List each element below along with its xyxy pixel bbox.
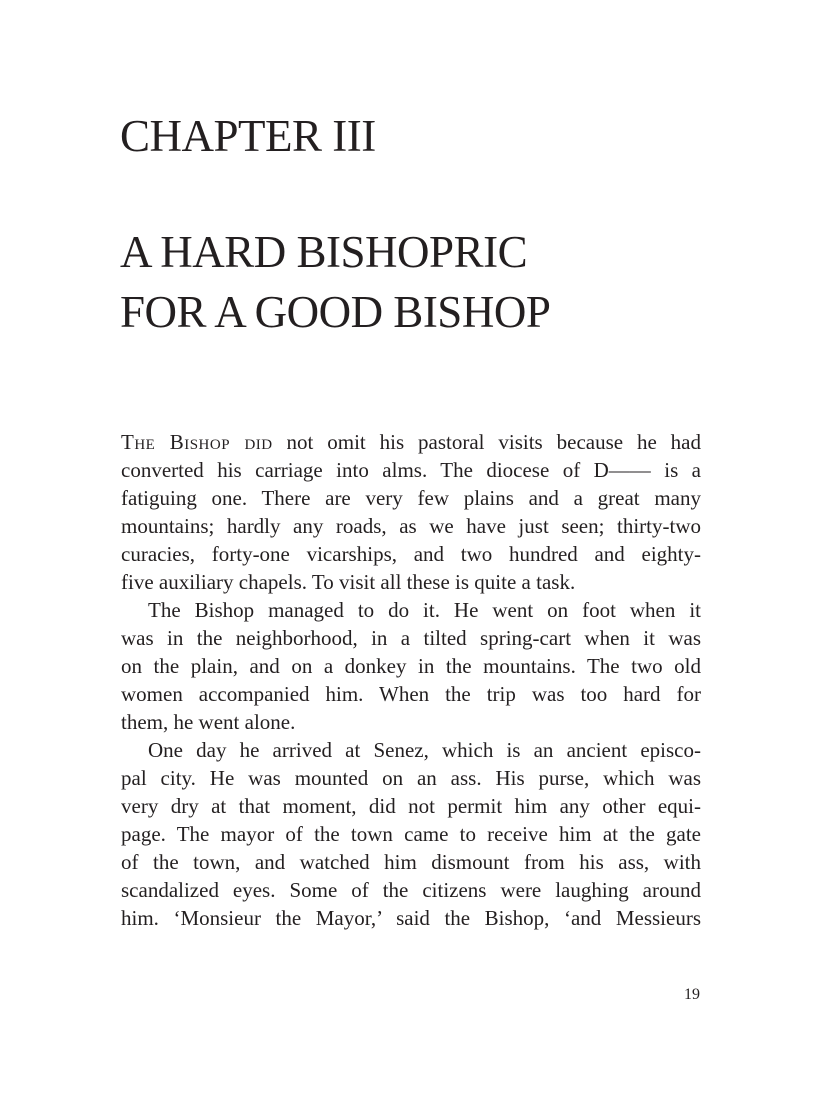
body-text	[121, 428, 701, 932]
text-line: very dry at that moment, did not permit him any other equi-	[121, 794, 701, 818]
chapter-title-line: FOR A GOOD BISHOP	[120, 287, 551, 337]
text-line: scandalized eyes. Some of the citizens were laughing around	[121, 878, 701, 902]
text-line: them, he went alone.	[121, 710, 296, 734]
text-line: fatiguing one. There are very few plains and a great many	[121, 486, 701, 510]
chapter-title	[120, 222, 550, 342]
chapter-title-line: A HARD BISHOPRIC	[120, 227, 528, 277]
text-line: on the plain, and on a donkey in the mountains. The two old	[121, 654, 701, 678]
text-line: five auxiliary chapels. To visit all these is quite a task.	[121, 570, 576, 594]
text-line: pal city. He was mounted on an ass. His purse, which was	[121, 766, 701, 790]
text-line: One day he arrived at Senez, which is an ancient episco-	[148, 738, 701, 762]
text-line: The Bishop managed to do it. He went on foot when it	[148, 598, 701, 622]
text-line: curacies, forty-one vicarships, and two hundred and eighty-	[121, 542, 701, 566]
text-line: of the town, and watched him dismount from his ass, with	[121, 850, 701, 874]
text-line	[121, 428, 701, 456]
chapter-number: CHAPTER III	[120, 111, 376, 161]
text-line: converted his carriage into alms. The diocese of D—— is a	[121, 458, 701, 482]
text-line: was in the neighborhood, in a tilted spring-cart when it was	[121, 626, 701, 650]
text-line: mountains; hardly any roads, as we have just seen; thirty-two	[121, 514, 701, 538]
page-number: 19	[684, 986, 700, 1003]
opening-small-caps: The Bishop did	[121, 430, 273, 454]
text-line-rest: not omit his pastoral visits because he had	[272, 430, 701, 454]
text-line: page. The mayor of the town came to receive him at the gate	[121, 822, 701, 846]
text-line: him. ‘Monsieur the Mayor,’ said the Bishop, ‘and Messieurs	[121, 906, 701, 930]
text-line: women accompanied him. When the trip was too hard for	[121, 682, 701, 706]
